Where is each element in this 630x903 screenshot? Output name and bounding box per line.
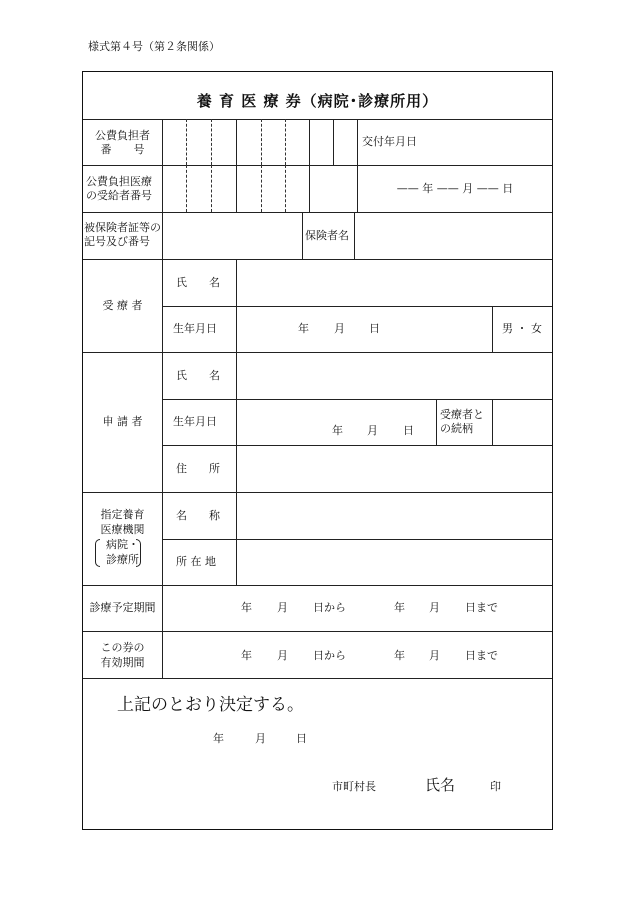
schedule-label: 診療予定期間 (89, 601, 156, 614)
public-payer-label-1: 公費負担者 (95, 129, 150, 142)
relation-label-1: 受療者と (440, 408, 484, 421)
divider (162, 445, 552, 446)
applicant-label: 申 請 者 (102, 415, 143, 428)
divider (83, 212, 552, 213)
divider (162, 306, 552, 307)
signature-name-label: 氏名 (425, 776, 456, 794)
insurance-label-1: 被保険者証等の (84, 221, 161, 234)
divider (83, 678, 552, 679)
form-number-label: 様式第４号（第２条関係） (88, 40, 220, 53)
public-payer-label-2: 番 号 (100, 143, 145, 156)
mayor-label: 市町村長 (332, 780, 376, 793)
divider (83, 585, 552, 586)
schedule-from-day: 日から (313, 601, 346, 614)
schedule-to-month: 月 (429, 601, 440, 614)
patient-dob-month: 月 (334, 322, 345, 335)
validity-to-day: 日まで (465, 649, 498, 662)
divider (83, 165, 552, 166)
patient-dob-day: 日 (369, 322, 380, 335)
applicant-dob-label: 生年月日 (173, 415, 217, 428)
schedule-from-month: 月 (277, 601, 288, 614)
column-divider (492, 399, 493, 445)
digit-separator (211, 119, 212, 165)
patient-dob-label: 生年月日 (173, 322, 217, 335)
insurer-label: 保険者名 (305, 229, 349, 242)
applicant-name-label: 氏 名 (176, 369, 220, 382)
digit-separator (261, 165, 262, 212)
institution-paren-2: 診療所 (106, 553, 139, 566)
validity-from-day: 日から (313, 649, 346, 662)
column-divider (436, 399, 437, 445)
decision-month: 月 (255, 732, 266, 745)
divider (83, 119, 552, 120)
divider (83, 352, 552, 353)
validity-label-1: この券の (100, 641, 145, 654)
patient-dob-year: 年 (298, 322, 309, 335)
institution-label-1: 指定養育 (100, 508, 145, 521)
column-divider (302, 212, 303, 259)
digit-separator (357, 119, 358, 165)
decision-day: 日 (296, 732, 307, 745)
digit-separator (309, 119, 310, 212)
validity-to-year: 年 (394, 649, 405, 662)
validity-label-2: 有効期間 (100, 656, 145, 669)
digit-separator (285, 165, 286, 212)
validity-from-year: 年 (241, 649, 252, 662)
institution-label-2: 医療機関 (100, 523, 145, 536)
digit-separator (186, 165, 187, 212)
column-divider (162, 119, 163, 678)
issue-date-label: 交付年月日 (362, 135, 417, 148)
form-title: 養 育 医 療 券（病院･診療所用） (196, 92, 439, 110)
divider (83, 631, 552, 632)
validity-from-month: 月 (277, 649, 288, 662)
column-divider (354, 212, 355, 259)
applicant-dob-year: 年 (332, 424, 343, 437)
divider (162, 399, 552, 400)
relation-label-2: の続柄 (440, 422, 473, 435)
divider (83, 259, 552, 260)
digit-separator (186, 119, 187, 165)
applicant-dob-day: 日 (403, 424, 414, 437)
recipient-number-label-2: の受給者番号 (86, 189, 152, 202)
schedule-to-year: 年 (394, 601, 405, 614)
divider (83, 492, 552, 493)
patient-name-label: 氏 名 (176, 276, 220, 289)
insurance-label-2: 記号及び番号 (84, 235, 150, 248)
schedule-from-year: 年 (241, 601, 252, 614)
digit-separator (261, 119, 262, 165)
applicant-dob-month: 月 (367, 424, 378, 437)
sex-selector: 男 ・ 女 (502, 322, 542, 335)
digit-separator (333, 119, 334, 165)
schedule-to-day: 日まで (465, 601, 498, 614)
medical-voucher-form (82, 71, 553, 830)
seal-mark: 印 (490, 780, 501, 793)
column-divider (236, 259, 237, 585)
institution-address-label: 所 在 地 (176, 555, 216, 568)
divider (162, 539, 552, 540)
digit-separator (211, 165, 212, 212)
institution-paren-1: 病院・ (106, 538, 139, 551)
digit-separator (285, 119, 286, 165)
decision-year: 年 (213, 732, 224, 745)
recipient-number-label-1: 公費負担医療 (86, 175, 152, 188)
validity-to-month: 月 (429, 649, 440, 662)
institution-name-label: 名 称 (176, 509, 220, 522)
applicant-address-label: 住 所 (176, 462, 220, 475)
digit-separator (236, 119, 237, 212)
issue-date-blank: —— 年 —— 月 —— 日 (396, 182, 514, 195)
patient-label: 受 療 者 (102, 299, 143, 312)
decision-statement: 上記のとおり決定する。 (117, 695, 304, 715)
